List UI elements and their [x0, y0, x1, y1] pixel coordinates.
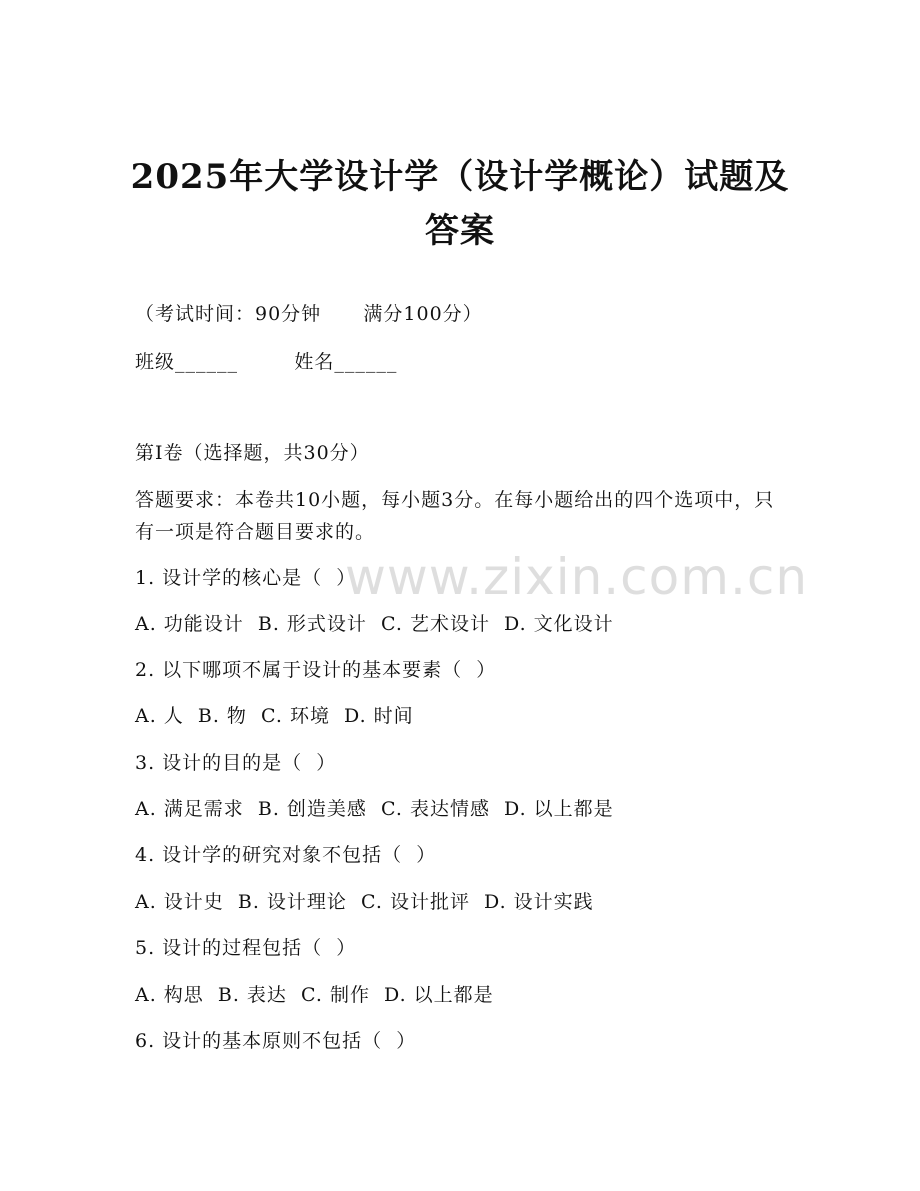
question-4-stem: 4. 设计学的研究对象不包括（ ）	[135, 844, 437, 866]
student-fields: 班级______ 姓名______	[135, 351, 398, 373]
question-1-stem: 1. 设计学的核心是（ ）	[135, 567, 357, 589]
document-title: 2025年大学设计学（设计学概论）试题及答案	[130, 157, 790, 251]
question-6-stem: 6. 设计的基本原则不包括（ ）	[135, 1030, 417, 1052]
question-4-options: A. 设计史 B. 设计理论 C. 设计批评 D. 设计实践	[135, 891, 594, 913]
question-2-options: A. 人 B. 物 C. 环境 D. 时间	[135, 705, 414, 727]
question-5-stem: 5. 设计的过程包括（ ）	[135, 937, 357, 959]
question-2-stem: 2. 以下哪项不属于设计的基本要素（ ）	[135, 659, 497, 681]
question-3-stem: 3. 设计的目的是（ ）	[135, 752, 337, 774]
instructions: 答题要求：本卷共10小题，每小题3分。在每小题给出的四个选项中，只有一项是符合题目要求的。	[135, 489, 775, 543]
exam-info: （考试时间：90分钟 满分100分）	[135, 303, 483, 325]
question-1-options: A. 功能设计 B. 形式设计 C. 艺术设计 D. 文化设计	[135, 613, 614, 635]
watermark-text: www.zixin.com.cn	[345, 548, 809, 606]
section-header: 第I卷（选择题，共30分）	[135, 442, 370, 464]
question-3-options: A. 满足需求 B. 创造美感 C. 表达情感 D. 以上都是	[135, 798, 614, 820]
question-5-options: A. 构思 B. 表达 C. 制作 D. 以上都是	[135, 984, 494, 1006]
